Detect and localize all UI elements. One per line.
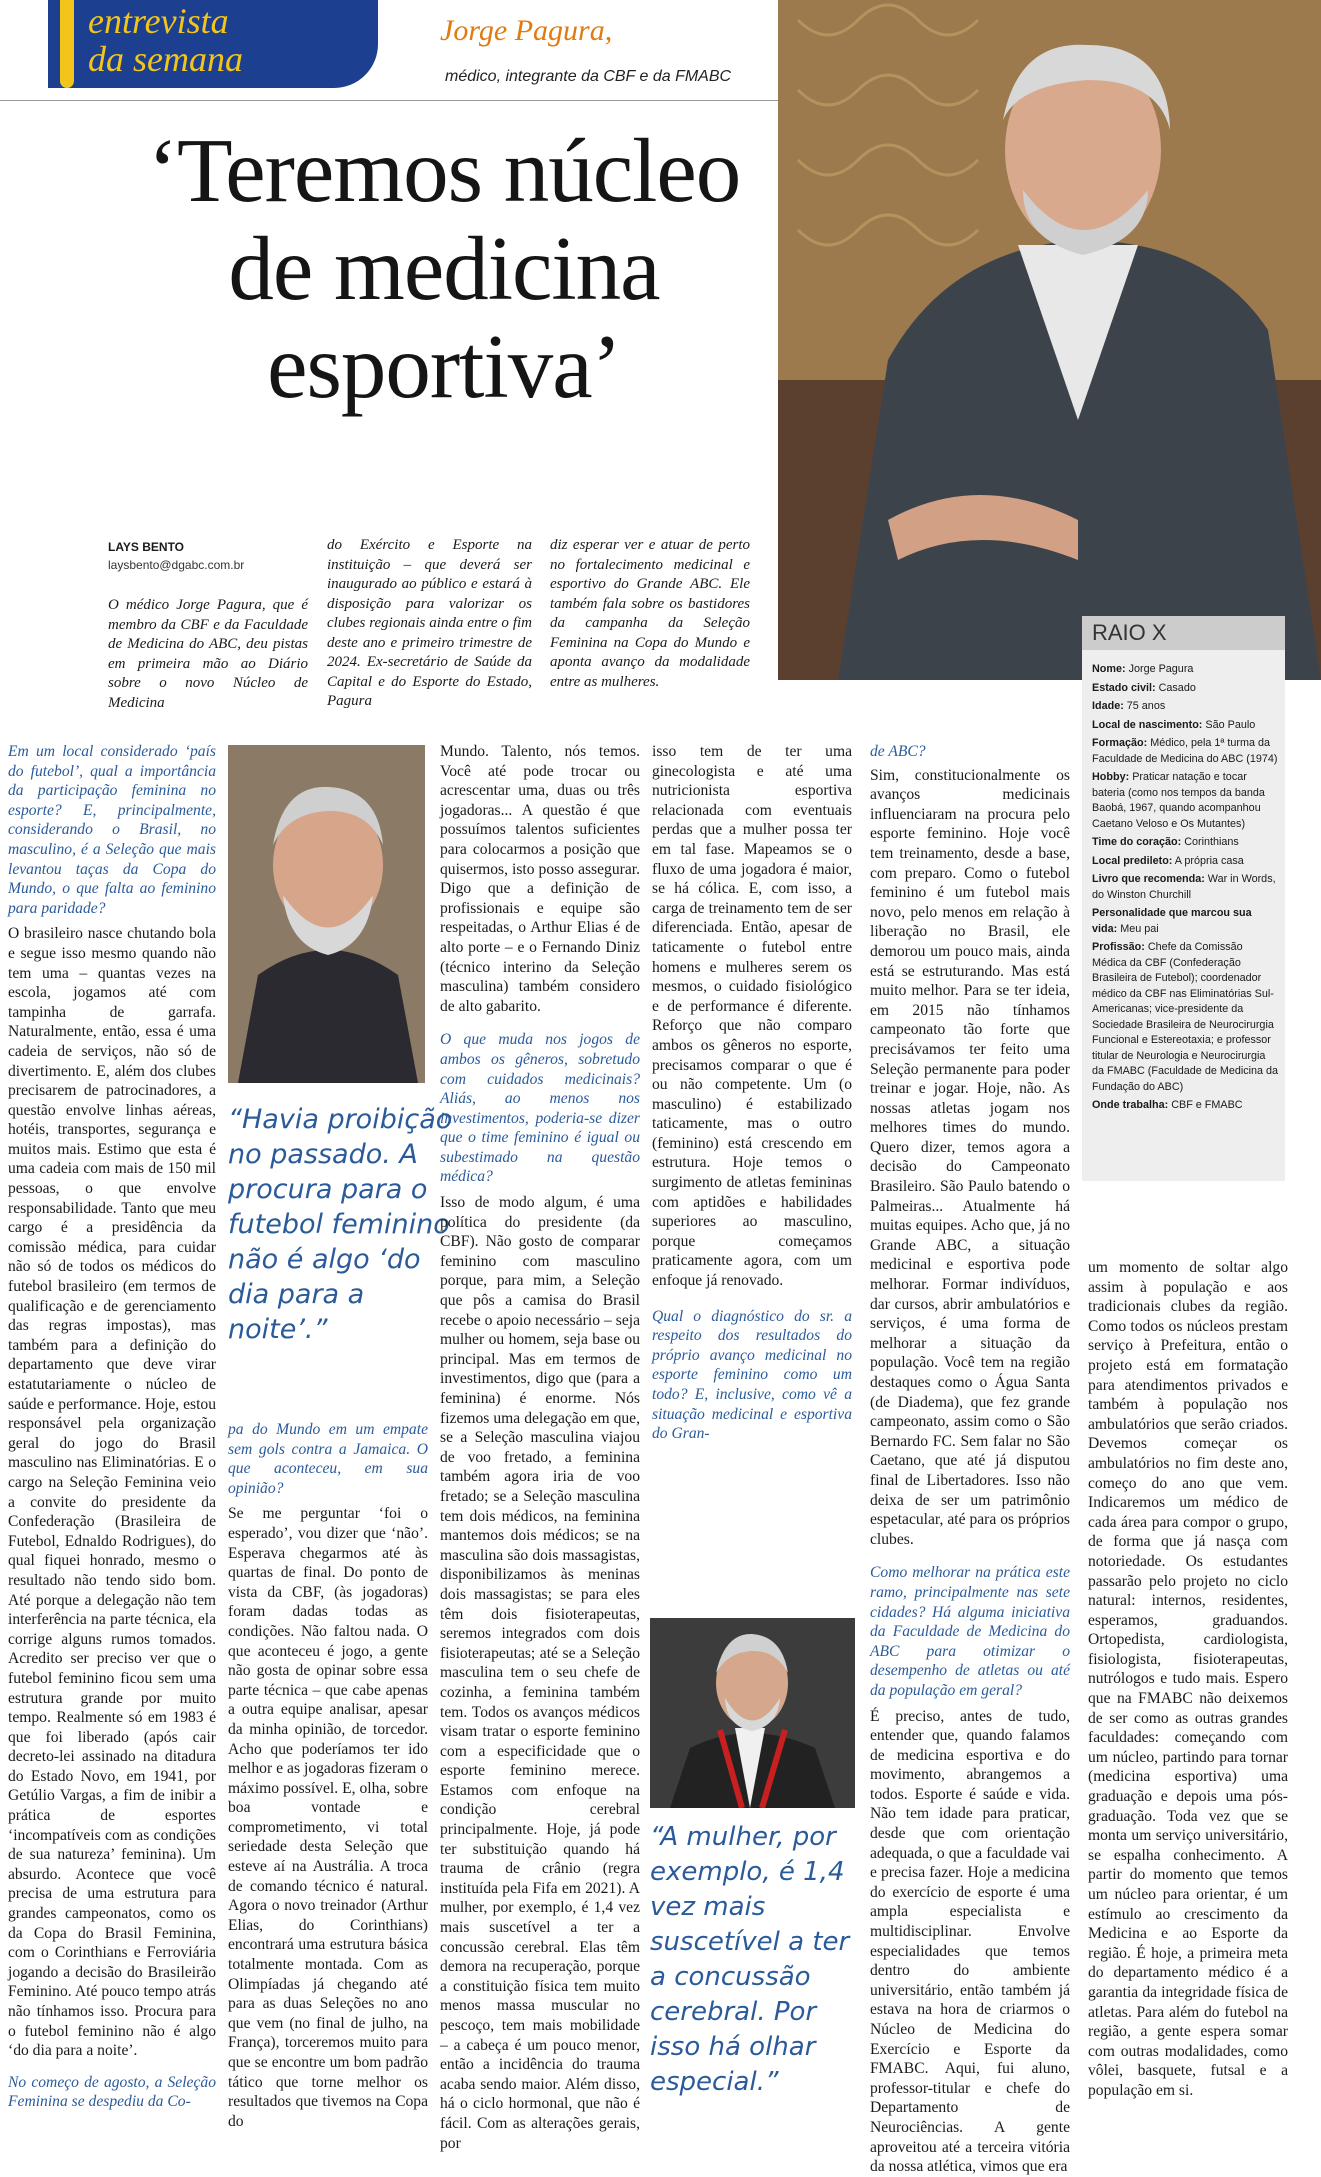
body-col-3 [440, 742, 640, 2153]
raio-x-item [1092, 736, 1279, 767]
raio-x-item [1092, 718, 1279, 734]
main-photo-illustration [778, 0, 1321, 680]
raio-x-key: Time do coração: [1092, 836, 1182, 848]
raio-x-box [1082, 616, 1285, 1181]
raio-x-key: Local de nascimento: [1092, 718, 1203, 731]
banner-line-2: da semana [88, 39, 243, 79]
raio-x-item [1092, 1098, 1279, 1114]
raio-x-item [1092, 662, 1279, 678]
author-email[interactable]: laysbento@dgabc.com.br [108, 558, 245, 572]
question-5: Como melhorar na prática este ramo, principalmente nas sete cidades? Há alguma iniciativa da Faculdade de Medicina do ABC para otimizar o desempenho de atletas ou até da população em geral? [870, 1564, 1070, 1699]
pull-quote-2: “A mulher, por exemplo, é 1,4 vez mais suscetível a ter a concussão cerebral. Por isso há olhar especial.” [650, 1822, 850, 2097]
portrait-photo-2 [650, 1618, 855, 1808]
raio-x-value: CBF e FMABC [1171, 1099, 1243, 1111]
question-2-start: No começo de agosto, a Seleção Feminina se despediu da Co- [8, 2073, 216, 2111]
pull-quote-1: “Havia proibição no passado. A procura para o futebol feminino não é algo ‘do dia para a noite’.” [228, 1104, 453, 1345]
raio-x-key: Nome: [1092, 663, 1126, 675]
guest-role: médico, integrante da CBF e da FMABC [445, 68, 732, 85]
banner-line-1: entrevista [88, 1, 229, 41]
raio-x-value: Corinthians [1184, 836, 1239, 848]
raio-x-item [1092, 835, 1279, 851]
raio-x-value: São Paulo [1205, 718, 1256, 731]
banner-stripe [60, 0, 74, 88]
raio-x-item [1092, 681, 1279, 697]
raio-x-key: Local predileto: [1092, 854, 1173, 867]
intro-col-3: diz esperar ver e atuar de perto no fortalecimento medicinal e esportivo do Grande ABC. Ele também fala sobre os bastidores da campanha da Seleção Feminina na Copa do Mundo e aponta avanço da modalidade entre as mulheres. [550, 537, 750, 690]
raio-x-item [1092, 854, 1279, 870]
raio-x-item [1092, 770, 1279, 832]
raio-x-key: Onde trabalha: [1092, 1099, 1169, 1111]
body-col-6 [1088, 1258, 1288, 2101]
raio-x-value: Jorge Pagura [1128, 663, 1194, 675]
guest-name: Jorge Pagura, [440, 14, 613, 47]
portrait-1-illustration [228, 745, 425, 1083]
answer-3-end: isso tem de ter uma ginecologista e até uma nutricionista esportiva relacionada com eventuais perdas que a mulher possa ter em tal fase. Mapeamos se o fluxo de uma jogadora é maior, se há cólica. E, com isso, a carga de treinamento tem de ser diferenciada. Então, apesar de taticamente o futebol entre homens e mulheres serem os mesmos, o cuidado fisiológico e de performance é diferente. Reforço que não comparo ambos os gêneros no esporte, precisamos comparar o que é ou não competente. Um (o masculino) é estabilizado taticamente, mas o outro (feminino) está crescendo em estrutura. Hoje temos o surgimento de atletas femininas com aptidões e habilidades superiores ao masculino, porque começamos praticamente agora, com um enfoque já renovado. [652, 743, 852, 1290]
raio-x-value: Praticar natação e tocar bateria (como nos tempos da banda Baobá, 1967, quando acompanhou Caetano Veloso e Os Mutantes) [1092, 771, 1265, 830]
body-col-5 [870, 742, 1070, 2177]
raio-x-item [1092, 940, 1279, 1095]
raio-x-key: Idade: [1092, 700, 1124, 712]
question-2-end: pa do Mundo em um empate sem gols contra a Jamaica. O que aconteceu, em sua opinião? [228, 1421, 428, 1497]
raio-x-item [1092, 699, 1279, 715]
headline [108, 122, 780, 416]
portrait-2-illustration [650, 1618, 855, 1808]
raio-x-title: RAIO X [1082, 616, 1285, 650]
answer-5: É preciso, antes de tudo, entender que, quando falamos de medicina esportiva e do movimento, abrangemos a todos. Esporte é saúde e vida. Não tem idade para praticar, desde que com orientação adequada, o que a faculdade vai e precisa fazer. Hoje a medicina do exercício de esporte é uma ampla especialista e multidisciplinar. Envolve especialidades que temos dentro do ambiente universitário, então também já estava na hora de criarmos o Núcleo de Medicina do Exercício e Esporte da FMABC. Aqui, fui aluno, professor-titular e chefe do Departamento de Neurociências. A gente aproveitou até a terceira vitória da nossa atlética, vimos que era [870, 1707, 1070, 2176]
raio-x-item [1092, 872, 1279, 903]
question-4-end: de ABC? [870, 743, 926, 760]
body-col-4 [652, 742, 852, 1444]
answer-4: Sim, constitucionalmente os avanços medicinais influenciaram na procura pelo esporte feminino. Hoje você tem treinamento, desde a base, com preparo. Como o futebol feminino é um futebol mais novo, pelo menos em relação à liberação no Brasil, ele demorou um pouco mais, ainda está se estruturando. Mas está muito melhor. Para se ter ideia, em 2015 não tínhamos campeonato tão forte que precisávamos ter feito uma Seleção permanente para poder treinar e jogar. Hoje, não. As nossas atletas jogam nos melhores times do mundo. Quero dizer, temos agora a decisão do Campeonato Brasileiro. São Paulo batendo o Palmeiras... Atualmente há muitas equipes. Acho que, já no Grande ABC, a situação medicinal e esportiva pode melhorar. Formar indivíduos, dar cursos, abrir ambulatórios e serviços, é uma forma de melhorar a situação da população. Você tem na região destaques como o Água Santa (de Diadema), que fez grande campeonato, assim como o São Bernardo FC. Sem falar no São Caetano, que até já disputou final de Libertadores. Isso não deixa de ser um patrimônio espetacular, até para os próprios clubes. [870, 766, 1070, 1548]
raio-x-list [1082, 650, 1285, 1114]
raio-x-key: Formação: [1092, 737, 1148, 749]
raio-x-value: Casado [1158, 681, 1196, 694]
headline-line-1: ‘Teremos núcleo [147, 120, 741, 221]
main-photo [778, 0, 1321, 680]
raio-x-value: 75 anos [1126, 700, 1166, 712]
raio-x-value: War in Words, do Winston Churchill [1092, 873, 1276, 901]
answer-2: Se me perguntar ‘foi o esperado’, vou dizer que ‘não’. Esperava chegarmos até às quartas de final. Do ponto de vista da CBF, (às jogadoras) foram dadas todas as condições. Não faltou nada. O que aconteceu é jogo, a gente não gosta de opinar sobre essa parte técnica – que cabe apenas a outra equipe analisar, apesar da minha opinião, de torcedor. Acho que poderíamos ter ido melhor e as jogadoras fizeram o máximo possível. E, olha, sobre boa vontade e comprometimento, vi total seriedade desta Seleção que esteve aí na Austrália. A troca de comando técnico é natural. Agora o novo treinador (Arthur Elias, do Corinthians) encontrará uma estrutura básica totalmente montada. Com as Olimpíadas já chegando até para as duas Seleções no ano que vem (no final de julho, na França), torceremos muito para que se encontre um bom padrão tático que torne melhor os resultados que tivemos na Copa do [228, 1505, 428, 2130]
header-rule [0, 100, 778, 101]
question-3: O que muda nos jogos de ambos os gêneros, sobretudo com cuidados medicinais? Aliás, ao menos nos investimentos, poderia-se dizer que o time feminino é igual ou subestimado na questão médica? [440, 1031, 640, 1186]
answer-3: Isso de modo algum, é uma política do presidente (da CBF). Não gosto de comparar feminino com masculino porque, para mim, a Seleção que pôs a camisa do Brasil recebe o apoio necessário – seja mulher ou homem, seja base ou principal. Mas em termos de investimentos, digo que (para a feminina) é enorme. Nós fizemos uma delegação em que, se a Seleção masculina viajou de voo fretado, a feminina também agora iria de voo fretado; se a Seleção masculina tem dois médicos, na feminina mantemos dois médicos; se na masculina são dois massagistas, disponibilizamos às meninas dois massagistas; se para eles têm dois fisioterapeutas, seremos integrados com dois fisioterapeutas; até se a Seleção masculina tem o seu chefe de cozinha, a feminina também tem. Todos os avanços médicos visam tratar o esporte feminino com a especificidade que o esporte feminino merece. Estamos com enfoque na condição cerebral principalmente. Hoje, já pode ter substituição quando há trauma de crânio (regra instituída pela Fifa em 2021). A mulher, por exemplo, é 1,4 vez mais suscetível a ter a concussão cerebral. Elas têm demora na recuperação, porque a constituição física tem muito menos massa muscular no pescoço, tem mais mobilidade – a cabeça é um pouco menor, então a incidência do trauma acaba sendo maior. Além disso, há o ciclo hormonal, que não é fácil. Com as alterações gerais, por [440, 1194, 640, 2152]
raio-x-item [1092, 906, 1279, 937]
author-name: LAYS BENTO [108, 540, 185, 554]
raio-x-value: Chefe da Comissão Médica da CBF (Confederação Brasileira de Futebol); coordenador médico da CBF nas Eliminatórias Sul-Americanas; vice-presidente da Sociedade Brasileira de Neurocirurgia Funcional e Estereotaxia; e professor titular de Neurologia e Neurocirurgia da FMABC (Faculdade de Medicina da Fundação do ABC) [1092, 941, 1279, 1093]
raio-x-value: Meu pai [1120, 922, 1159, 935]
raio-x-key: Estado civil: [1092, 681, 1156, 694]
answer-1: O brasileiro nasce chutando bola e segue isso mesmo quando não tem uma – quantas vezes na escola, jogamos até com tampinha de garrafa. Naturalmente, então, essa é uma cadeia de serviços, não só de divertimento. E, além dos clubes precisarem de patrocinadores, a questão envolve linhas aéreas, hotéis, transportes, segurança e muitos mais. Estimo que esta é uma cadeia com mais de 150 mil pessoas, o que envolve responsabilidade. Tanto que meu cargo é a presidência da comissão médica, para cuidar não só de todos os médicos do futebol brasileiro (em termos de qualificação e de gerenciamento das regras impostas), mas também para a definição do departamento que deve virar estatutariamente o núcleo de saúde e performance. Hoje, estou responsável pela organização geral do jogo do Brasil masculino nas Eliminatórias. E o cargo na Seleção Feminina veio a convite do presidente da Confederação (Brasileira de Futebol, Ednaldo Rodrigues), do qual fiquei honrado, mesmo o resultado não tendo sido bom. Até porque a delegação não tem interferência na parte técnica, ela corrige alguns rumos tomados. Acredito ser preciso ver que o futebol feminino ficou sem uma estrutura grande por muito tempo. Realmente só em 1983 é que foi liberado (após cair decreto-lei assinado na ditadura do Estado Novo, em 1941, por Getúlio Vargas, a fim de inibir a prática de esportes ‘incompatíveis com as condições de sua natureza’ feminina). Um absurdo. Acontece que você precisa de uma estrutura para grandes campeonatos, como os da Copa do Brasil Feminina, com o Corinthians e Ferroviária jogando a decisão do Brasileirão Feminino. Até pouco tempo atrás não tínhamos isso. Procura para o futebol feminino não é algo ‘do dia para a noite’. [8, 925, 216, 2060]
intro-col-1: O médico Jorge Pagura, que é membro da CBF e da Faculdade de Medicina do ABC, deu pistas em primeira mão ao Diário sobre o novo Núcleo de Medicina [108, 597, 308, 711]
question-1: Em um local considerado ‘país do futebol’, qual a importância da participação feminina no esporte? E, principalmente, considerando o Brasil, no masculino, é a Seleção que mais levantou taças da Copa do Mundo, o que falta ao feminino para paridade? [8, 743, 216, 917]
raio-x-value: A própria casa [1174, 854, 1244, 867]
intro-col-2: do Exército e Esporte na instituição – que deverá ser inaugurado ao público e estará à disposição para valorizar os clubes regionais ainda entre o fim deste ano e primeiro trimestre de 2024. Ex-secretário de Saúde da Capital e do Esporte do Estado, Pagura [327, 537, 532, 709]
raio-x-key: Personalidade que marcou sua vida: [1092, 907, 1252, 935]
answer-2-end: Mundo. Talento, nós temos. Você até pode trocar ou acrescentar uma, duas ou três jogadoras... A questão é que possuímos talentos suficientes para colocarmos a posição que quisermos, isto posso assegurar. Digo que a definição de profissionais e equipe são respeitadas, o Arthur Elias é de alto porte – e o Fernando Diniz (técnico interino da Seleção masculina) também considero de alto gabarito. [440, 743, 640, 1015]
question-4: Qual o diagnóstico do sr. a respeito dos resultados do próprio avanço medicinal no esporte feminino como um todo? E, inclusive, como vê a situação medicinal e esportiva do Gran- [652, 1307, 852, 1443]
section-banner [48, 0, 378, 88]
raio-x-key: Hobby: [1092, 771, 1130, 783]
raio-x-key: Livro que recomenda: [1092, 873, 1205, 885]
portrait-photo-1 [228, 745, 425, 1083]
answer-5-end: um momento de soltar algo assim à população e aos tradicionais clubes da região. Como todos os núcleos prestam serviço à Prefeitura, então o projeto está em formatação para atendimentos privados e também à população nos ambulatórios que serão criados. Devemos começar os ambulatórios no fim deste ano, começo do ano que vem. Indicaremos um médico de cada área para compor o grupo, de forma que já nasça com notoriedade. Os estudantes passarão pelo projeto no ciclo natural: internos, residentes, esperamos, graduandos. Ortopedista, cardiologista, fisiologista, fisioterapeutas, nutrólogos e tudo mais. Espero que na FMABC não deixemos de ser como as outras grandes faculdades: começando com um núcleo, partindo para tornar (medicina esportiva) uma graduação e depois uma pós-graduação. Toda vez que se monta um serviço universitário, se espalha conhecimento. A partir do momento que temos um núcleo para orientar, é um estímulo ao crescimento da Medicina e ao Esporte da região. É hoje, a primeira meta do departamento médico é a garantia da integridade física de atletas. Para além do futebol na região, a gente espera somar com outras modalidades, como vôlei, basquete, futsal e a população em si. [1088, 1259, 1288, 2099]
headline-line-2: de medicina [228, 218, 660, 319]
raio-x-key: Profissão: [1092, 941, 1145, 953]
body-col-2 [228, 1420, 428, 2131]
raio-x-value: Médico, pela 1ª turma da Faculdade de Medicina do ABC (1974) [1092, 737, 1278, 765]
banner-title [88, 2, 243, 78]
body-col-1 [8, 742, 216, 2112]
headline-line-3: esportiva’ [267, 316, 621, 417]
